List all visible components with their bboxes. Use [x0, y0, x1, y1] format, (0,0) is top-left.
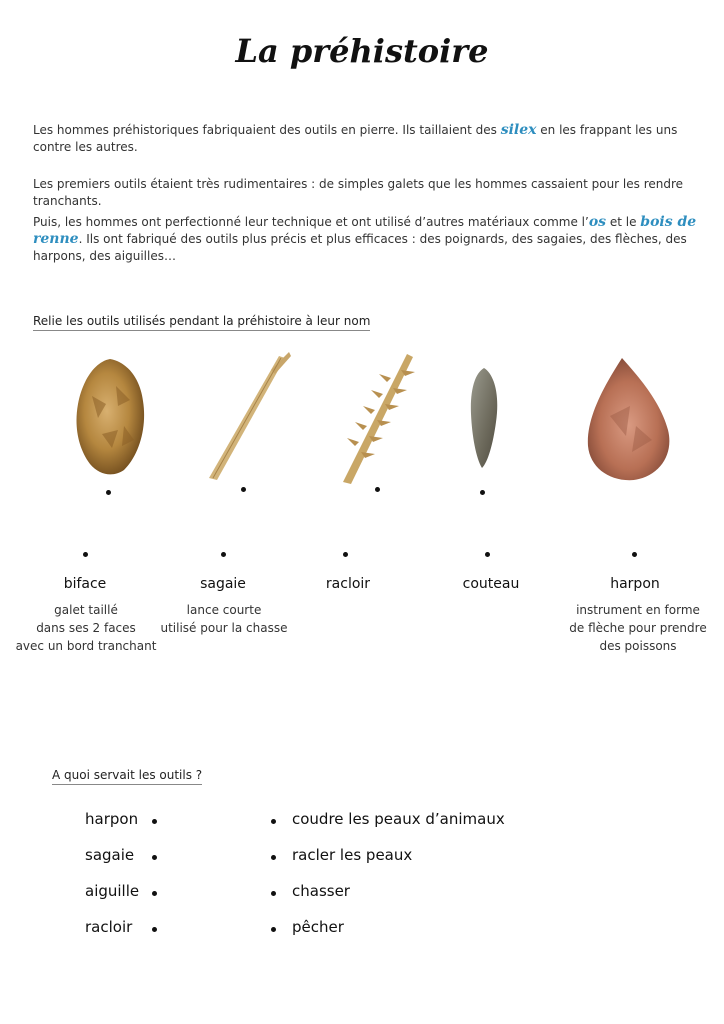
intro-text: Les hommes préhistoriques fabriquaient des outils en pierre. Ils taillaient des — [33, 123, 501, 137]
tool-name: racloir — [325, 576, 371, 592]
intro-paragraph-1 — [33, 122, 698, 156]
tool-description — [6, 601, 166, 655]
right-connector-dot[interactable] — [271, 855, 276, 860]
image-connector-dot[interactable] — [106, 490, 111, 495]
bone-needle-image — [205, 350, 291, 482]
name-connector-dot[interactable] — [485, 552, 490, 557]
left-connector-dot[interactable] — [152, 891, 157, 896]
description-line: galet taillé — [54, 603, 118, 617]
flint-point-image — [580, 356, 676, 482]
description-line: instrument en forme — [576, 603, 700, 617]
tool-item: racloir — [85, 918, 133, 936]
right-connector-dot[interactable] — [271, 891, 276, 896]
name-connector-dot[interactable] — [343, 552, 348, 557]
tool-description — [558, 601, 718, 655]
left-connector-dot[interactable] — [152, 927, 157, 932]
tool-item: aiguille — [85, 882, 140, 900]
name-connector-dot[interactable] — [221, 552, 226, 557]
small-flint-blade-image — [466, 366, 502, 470]
intro-paragraph-2: Les premiers outils étaient très rudimentaires : de simples galets que les hommes cassaient pour les rendre tranchants. — [33, 177, 684, 208]
use-item: pêcher — [292, 918, 344, 936]
intro-text: Puis, les hommes ont perfectionné leur technique et ont utilisé d’autres matériaux comme l’ — [33, 215, 589, 229]
image-connector-dot[interactable] — [480, 490, 485, 495]
tool-name: harpon — [610, 576, 660, 592]
page-title: La préhistoire — [235, 32, 489, 70]
tool-item: harpon — [85, 810, 139, 828]
description-line: lance courte — [186, 603, 262, 617]
intro-text: en les frappant les uns contre les autres. — [33, 123, 678, 154]
description-line: avec un bord tranchant — [15, 639, 157, 653]
use-item: chasser — [292, 882, 350, 900]
biface-stone-image — [72, 356, 148, 478]
description-line: utilisé pour la chasse — [160, 621, 288, 635]
exercise-1-instruction: Relie les outils utilisés pendant la préhistoire à leur nom — [33, 314, 370, 331]
bone-harpoon-image — [335, 348, 417, 486]
right-connector-dot[interactable] — [271, 819, 276, 824]
use-item: racler les peaux — [292, 846, 413, 864]
image-connector-dot[interactable] — [375, 487, 380, 492]
description-line: dans ses 2 faces — [36, 621, 136, 635]
description-line: de flèche pour prendre — [569, 621, 707, 635]
keyword-os: os — [588, 214, 607, 230]
name-connector-dot[interactable] — [632, 552, 637, 557]
tool-item: sagaie — [85, 846, 135, 864]
left-connector-dot[interactable] — [152, 855, 157, 860]
name-connector-dot[interactable] — [83, 552, 88, 557]
description-line: des poissons — [599, 639, 677, 653]
tool-name: biface — [63, 576, 107, 592]
image-connector-dot[interactable] — [241, 487, 246, 492]
tool-name: couteau — [462, 576, 520, 592]
tool-name: sagaie — [200, 576, 246, 592]
keyword-silex: silex — [500, 122, 537, 138]
tool-description — [144, 601, 304, 637]
intro-paragraph-3 — [33, 214, 698, 265]
left-connector-dot[interactable] — [152, 819, 157, 824]
exercise-2-instruction: A quoi servait les outils ? — [52, 768, 202, 785]
keyword-bois-de-renne: bois de renne — [33, 214, 697, 247]
intro-text: et le — [606, 215, 641, 229]
intro-text: . Ils ont fabriqué des outils plus précis et plus efficaces : des poignards, des sagaies, des flèches, des harpons, des aiguilles… — [33, 232, 687, 263]
use-item: coudre les peaux d’animaux — [292, 810, 505, 828]
right-connector-dot[interactable] — [271, 927, 276, 932]
